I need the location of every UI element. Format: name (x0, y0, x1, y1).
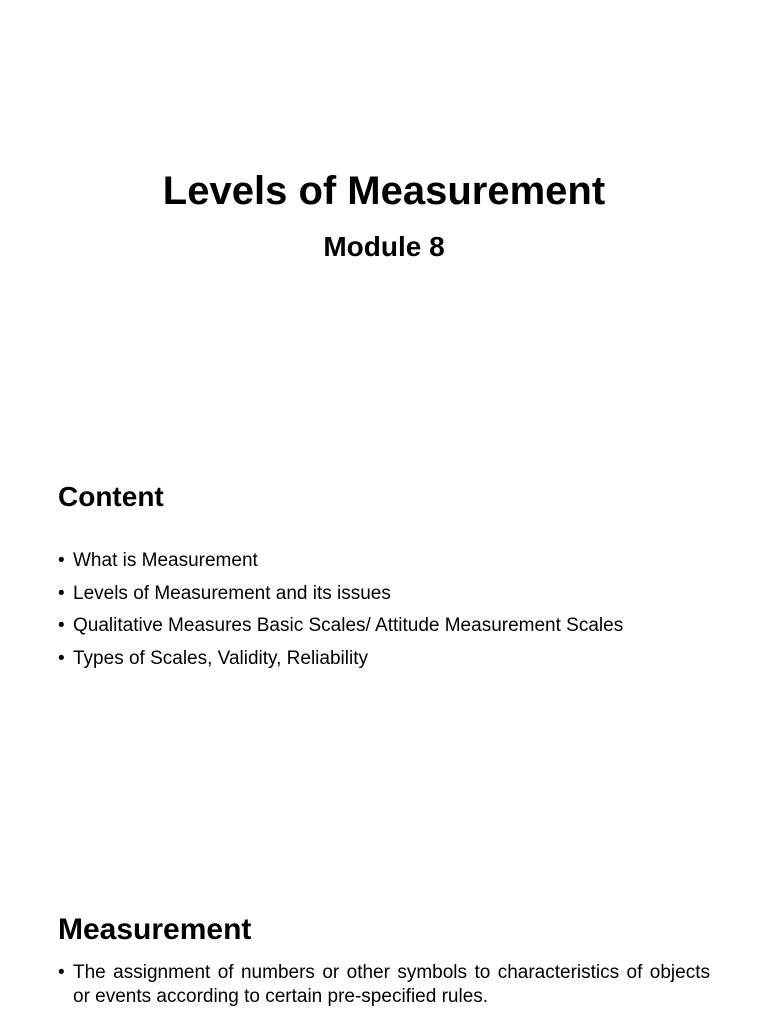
list-item (58, 961, 710, 1009)
bullet-icon: • (58, 615, 65, 636)
bullet-icon: • (58, 962, 65, 983)
content-slide (0, 432, 768, 864)
list-item-text: What is Measurement (73, 550, 258, 571)
slide-title: Levels of Measurement (162, 169, 606, 213)
bullet-icon: • (58, 647, 65, 669)
slide-subtitle: Module 8 (323, 231, 445, 262)
list-item (58, 549, 623, 573)
measurement-bullet-list (58, 961, 710, 1015)
list-item-text: Levels of Measurement and its issues (73, 582, 391, 604)
content-bullet-list (58, 549, 623, 679)
bullet-icon: • (58, 582, 65, 604)
list-item-text: The assignment of numbers or other symbols to characteristics of objects or events according to certain pre-specified rules. (73, 962, 710, 1007)
list-item (58, 582, 623, 606)
list-item (58, 647, 623, 671)
bullet-icon: • (58, 550, 65, 571)
list-item (58, 614, 623, 638)
content-heading: Content (58, 481, 164, 512)
measurement-heading: Measurement (58, 913, 252, 946)
title-slide (0, 0, 768, 432)
list-item-text: Qualitative Measures Basic Scales/ Attitude Measurement Scales (73, 615, 624, 636)
list-item-text: Types of Scales, Validity, Reliability (73, 647, 368, 669)
measurement-slide (0, 864, 768, 1024)
